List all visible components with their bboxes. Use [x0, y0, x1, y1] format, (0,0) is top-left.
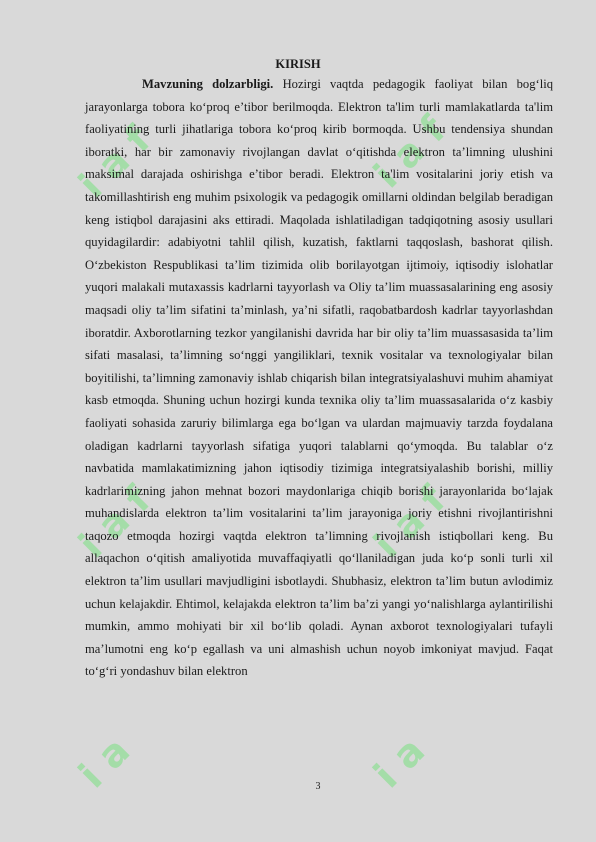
- page-title: KIRISH: [275, 57, 321, 71]
- paragraph-text: Hozirgi vaqtda pedagogik faoliyat bilan bog‘liq jarayonlarga tobora ko‘proq e’tibor berilmoqda. Elektron ta'lim turli mamlakatlarda ta'lim faoliyatining turli jihatlariga tobora ko‘proq kirib bormoqda. Ushbu tendensiya shundan iboratki, har bir zamonaviy rivojlangan davlat o‘qitishda elektron ta’limning ulushini maksimal darajada oshirishga e’tibor beradi. Elektron ta'lim vositalarini joriy etish va takomillashtirish eng muhim psixologik va pedagogik omillarni oldindan belgilab beradigan keng istiqbol darajasini aks ettiradi. Maqolada ishlatiladigan tadqiqotning asosiy usullari quyidagilardir: adabiyotni tahlil qilish, kuzatish, faktlarni taqqoslash, bashorat qilish. O‘zbekiston Respublikasi ta’lim tizimida olib borilayotgan ijtimoiy, iqtisodiy islohatlar yuqori malakali mutaxassis kadrlarni tayyorlash va Oliy ta’lim muassasalarining eng asosiy maqsadi oliy ta’lim sifatini ta’minlash, ya’ni sifatli, raqobatbardosh kadrlar tayyorlashdan iboratdir. Axborotlarning tezkor yangilanishi davrida har bir oliy ta’lim muassasasida ta’lim sifati masalasi, ta’limning so‘nggi yangiliklari, texnik vositalar va texnologiyalar bilan boyitilishi, ta’limning zamonaviy ishlab chiqarish bilan integratsiyalashuvi muhim ahamiyat kasb etmoqda. Shuning uchun hozirgi kunda texnika oliy ta’lim muassasalarida o‘z kasbiy faoliyati sohasida zaruriy bilimlarga ega bo‘lgan va ulardan majmuaviy tarzda foydalana oladigan kadrlarni tayyorlash sifatiga yuqori talablarni qo‘ymoqda. Bu talablar o‘z navbatida mamlakatimizning jahon iqtisodiy tizimiga integratsiyalashib borishi, milliy kadrlarimizning jahon mehnat bozori maydonlariga chiqib borishi jarayonlarida bo‘lajak muhandislarda elektron ta’lim vositalarini ta’lim jarayoniga joriy etishni rivojlantirishni taqozo etmoqda hozirgi vaqtda elektron ta’limning rivojlanish istiqbollari keng. Bu allaqachon o‘qitish amaliyotida muvaffaqiyatli qo‘llaniladigan juda ko‘p sonli turli xil elektron ta’lim usullari mavjudligini isbotlaydi. Shubhasiz, elektron ta’lim butun avlodimiz uchun kelajakdir. Ehtimol, kelajakda elektron ta’lim ba’zi yangi yo‘nalishlarga aylantirilishi mumkin, ammo mohiyati bir xil bo‘lib qoladi. Aynan axborot texnologiyalari tufayli ma’lumotni eng ko‘p egallash va uni almashish uchun noyob imkoniyat mavjud. Faqat to‘g‘ri yondashuv bilan elektron: [85, 77, 554, 679]
- body-paragraph: [85, 73, 553, 683]
- svg-text:i a f: i a f: [365, 107, 455, 197]
- paragraph-lead-heading: Mavzuning dolzarbligi.: [142, 77, 274, 91]
- svg-text:i a: i a: [70, 728, 139, 797]
- svg-text:i a f: i a f: [365, 477, 455, 567]
- page-number: 3: [315, 781, 321, 792]
- svg-text:i a f: i a f: [70, 117, 160, 207]
- svg-text:i a: i a: [365, 728, 434, 797]
- svg-text:i a f: i a f: [70, 477, 160, 567]
